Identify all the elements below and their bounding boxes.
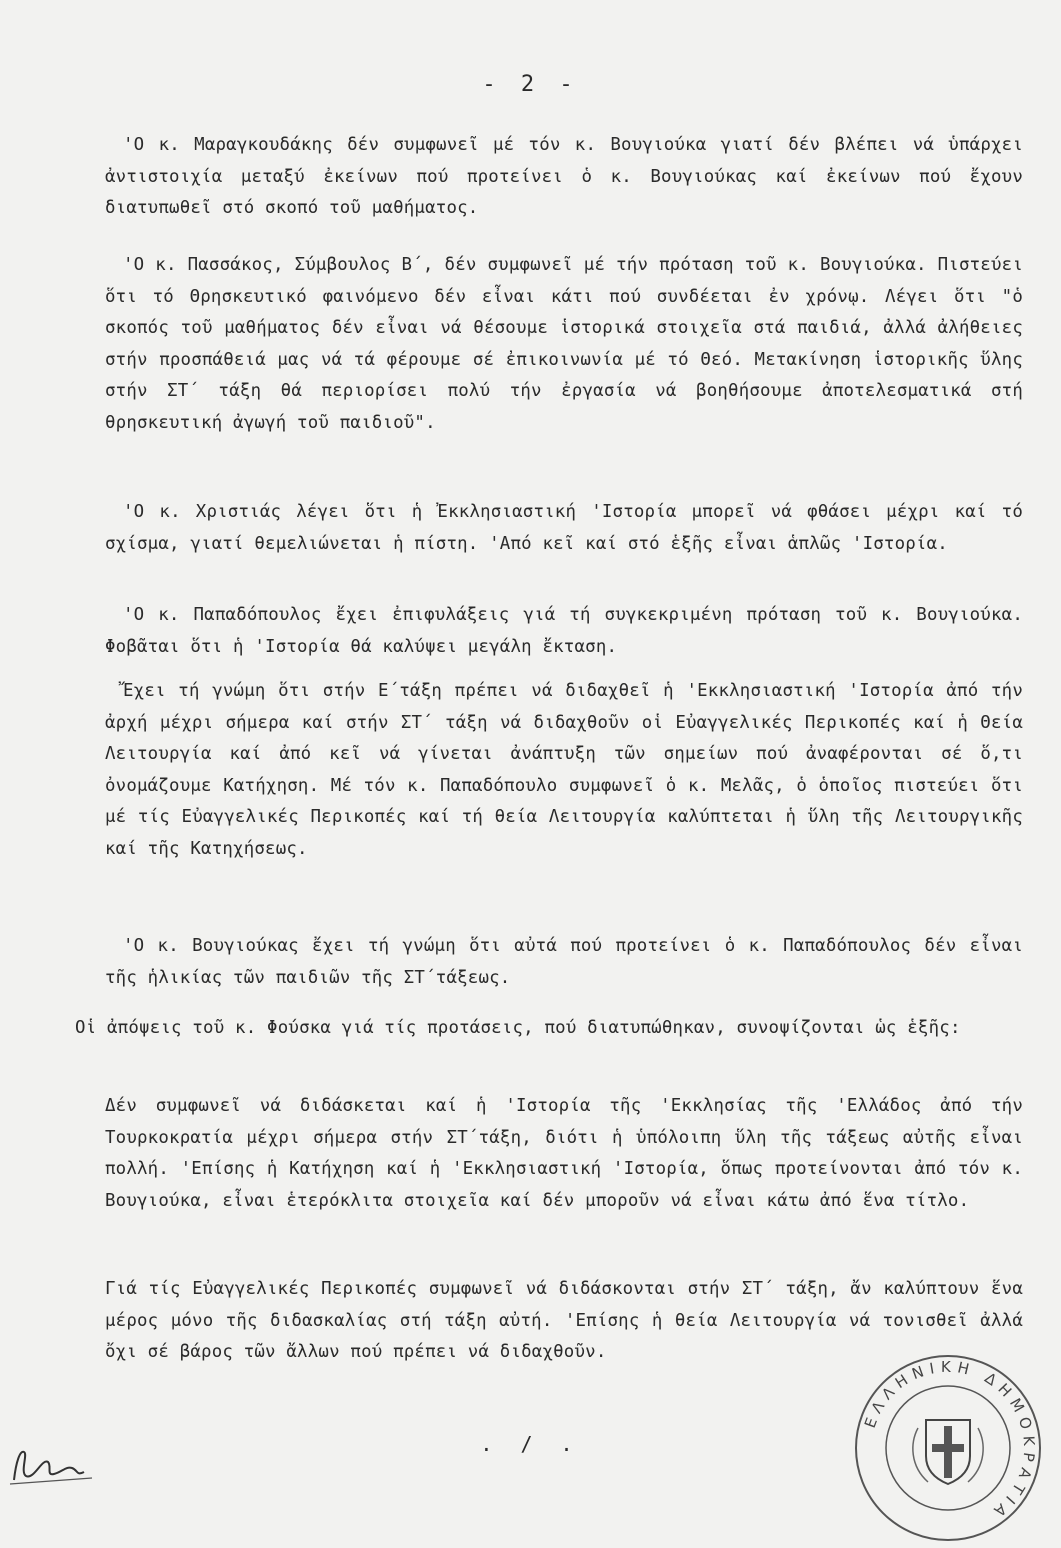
svg-text:ΕΛΛΗΝΙΚΗ ΔΗΜΟΚΡΑΤΙΑ: ΕΛΛΗΝΙΚΗ ΔΗΜΟΚΡΑΤΙΑ [860,1357,1039,1524]
paragraph-papadopoulos-opinion: Ἔχει τή γνώμη ὅτι στήν Ε΄τάξη πρέπει νά διδαχθεῖ ἡ 'Εκκλησιαστική 'Ιστορία ἀπό τήν ἀρχή μέχρι σήμερα καί στήν ΣΤ΄ τάξη νά διδαχθοῦν οἱ Εὐαγγελικές Περικοπές καί ἡ Θεία Λειτουργία καί ἀπό κεῖ νά γίνεται ἀνάπτυξη τῶν σημείων πού ἀναφέρονται σέ ὅ,τι ὀνομάζουμε Κατήχηση. Μέ τόν κ. Παπαδόπουλο συμφωνεῖ ὁ κ. Μελᾶς, ὁ ὁποῖος πιστεύει ὅτι μέ τίς Εὐαγγελικές Περικοπές καί τή θεία Λειτουργία καλύπτεται ἡ ὕλη τῆς Λειτουργικῆς καί τῆς Κατηχήσεως. [105,681,1023,859]
paragraph-fouskas-history: Δέν συμφωνεῖ νά διδάσκεται καί ἡ 'Ιστορία τῆς 'Εκκλησίας τῆς 'Ελλάδος ἀπό τήν Τουρκοκρατία μέχρι σήμερα στήν ΣΤ΄τάξη, διότι ἡ ὑπόλοιπη ὕλη τῆς τάξεως αὐτῆς εἶναι πολλή. 'Επίσης ἡ Κατήχηση καί ἡ 'Εκκλησιαστική 'Ιστορία, ὅπως προτείνονται ἀπό τόν κ. Βουγιούκα, εἶναι ἑτερόκλιτα στοιχεῖα καί δέν μποροῦν νά εἶναι κάτω ἀπό ἕνα τίτλο. [105,1096,1023,1211]
paragraph-passakos: 'Ο κ. Πασσάκος, Σύμβουλος Β΄, δέν συμφωνεῖ μέ τήν πρόταση τοῦ κ. Βουγιούκα. Πιστεύει ὅτι τό Θρησκευτικό φαινόμενο δέν εἶναι κάτι πού συνδέεται ἐν χρόνῳ. Λέγει ὅτι "ὁ σκοπός τοῦ μαθήματος δέν εἶναι νά θέσουμε ἱστορικά στοιχεῖα στά παιδιά, ἀλλά ἀλήθειες στήν προσπάθειά μας νά τά φέρουμε σέ ἐπικοινωνία μέ τό Θεό. Μετακίνηση ἱστορικῆς ὕλης στήν ΣΤ΄ τάξη θά περιορίσει πολύ τήν ἐργασία νά βοηθήσουμε ἀποτελεσματικά στή θρησκευτική ἀγωγή τοῦ παιδιοῦ". [105,255,1023,433]
signature-handwritten [6,1432,96,1492]
paragraph-fouskas-gospel: Γιά τίς Εὐαγγελικές Περικοπές συμφωνεῖ νά διδάσκονται στήν ΣΤ΄ τάξη, ἄν καλύπτουν ἕνα μέρος μόνο τῆς διδασκαλίας στή τάξη αὐτή. 'Επίσης ἡ θεία Λειτουργία νά τονισθεῖ ἀλλά ὄχι σέ βάρος τῶν ἄλλων πού πρέπει νά διδαχθοῦν. [105,1279,1023,1362]
coat-of-arms-icon [913,1420,983,1484]
paragraph-fouskas-intro: Οἱ ἀπόψεις τοῦ κ. Φούσκα γιά τίς προτάσεις, πού διατυπώθηκαν, συνοψίζονται ὡς ἑξῆς: [75,1018,961,1038]
official-stamp [848,1348,1048,1548]
paragraph-papadopoulos: 'Ο κ. Παπαδόπουλος ἔχει ἐπιφυλάξεις γιά τή συγκεκριμένη πρόταση τοῦ κ. Βουγιούκα. Φοβᾶται ὅτι ἡ 'Ιστορία θά καλύψει μεγάλη ἔκταση. [105,605,1023,657]
paragraph-christias: 'Ο κ. Χριστιάς λέγει ὅτι ἡ Ἐκκλησιαστική 'Ιστορία μπορεῖ νά φθάσει μέχρι καί τό σχίσμα, γιατί θεμελιώνεται ἡ πίστη. 'Από κεῖ καί στό ἑξῆς εἶναι ἁπλῶς 'Ιστορία. [105,502,1023,554]
page-number: - 2 - [482,72,579,97]
paragraph-vougioukas: 'Ο κ. Βουγιούκας ἔχει τή γνώμη ὅτι αὐτά πού προτείνει ὁ κ. Παπαδόπουλος δέν εἶναι τῆς ἡλικίας τῶν παιδιῶν τῆς ΣΤ΄τάξεως. [105,936,1023,988]
continuation-mark: . / . [480,1432,581,1456]
paragraph-maragkoudakis: 'Ο κ. Μαραγκουδάκης δέν συμφωνεῖ μέ τόν κ. Βουγιούκα γιατί δέν βλέπει νά ὑπάρχει ἀντιστοιχία μεταξύ ἐκείνων πού προτείνει ὁ κ. Βουγιούκας καί ἐκείνων πού ἔχουν διατυπωθεῖ στό σκοπό τοῦ μαθήματος. [105,135,1023,218]
